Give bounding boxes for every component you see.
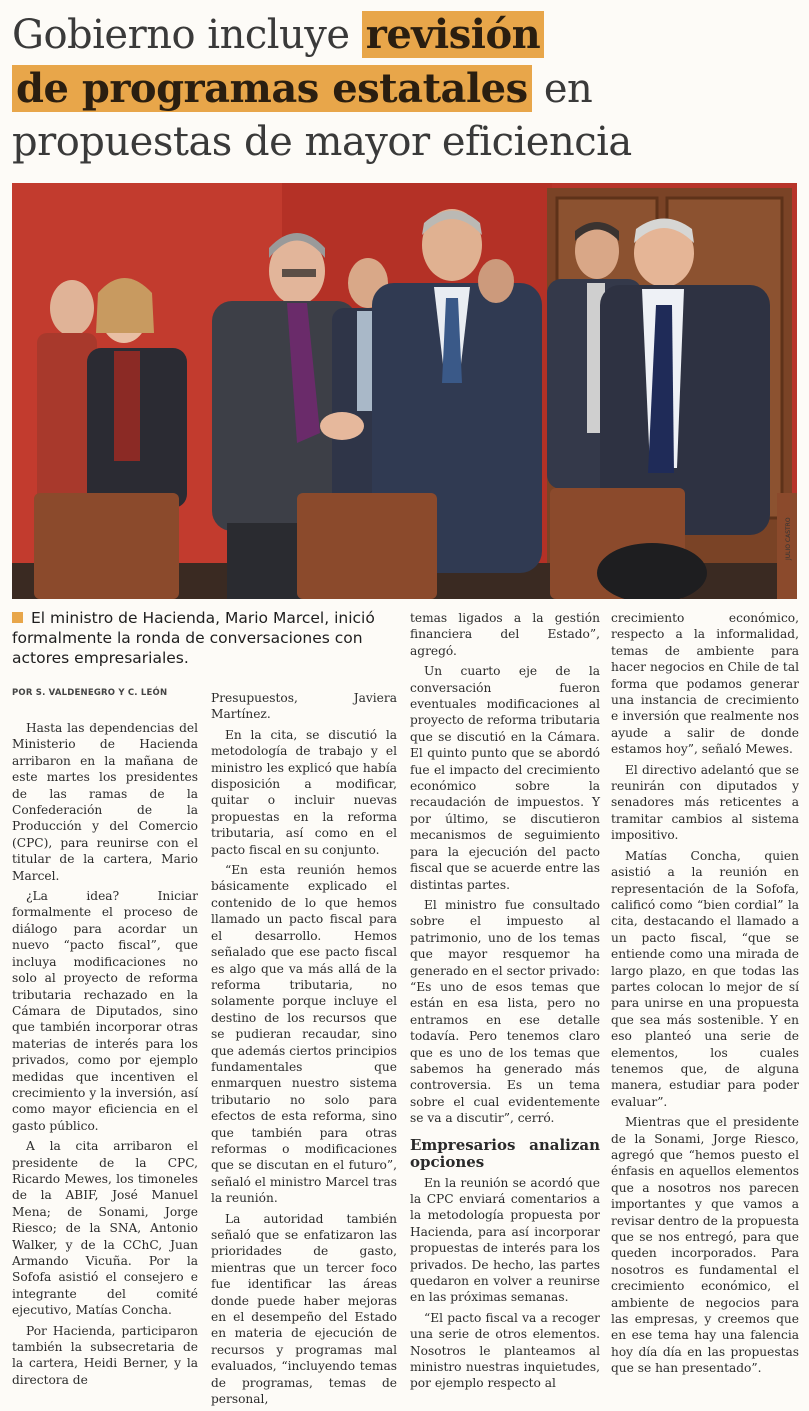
- paragraph: Presupuestos, Javiera Martínez.: [211, 691, 397, 722]
- paragraph: “El pacto fiscal va a recoger una serie de otros elementos. Nosotros le planteamos al ministro nuestras inquietudes, por ejemplo respecto al: [410, 1310, 600, 1391]
- paragraph: Hasta las dependencias del Ministerio de Hacienda arribaron en la mañana de este martes los presidentes de las ramas de la Confederación de la Producción y del Comercio (CPC), para reunirse con el titular de la cartera, Mario Marcel.: [12, 721, 198, 883]
- paragraph: ¿La idea? Iniciar formalmente el proceso de diálogo para acordar un nuevo “pacto fiscal”, que incluya modificaciones no solo al proyecto de reforma tributaria rechazado en la Cámara de Diputados, sino que también incorporar otras materias de interés para los privados, como por ejemplo medidas que incentiven el crecimiento y la inversión, así como mayor eficiencia en el gasto público.: [12, 889, 198, 1133]
- subheading: Empresarios analizan opciones: [410, 1135, 600, 1171]
- photo-credit: JULIO CASTRO: [785, 517, 792, 560]
- paragraph: Matías Concha, quien asistió a la reunión en representación de la Sofofa, calificó como “bien cordial” la cita, destacando el llamado a un pacto fiscal, “que se entiende como una mirada de largo plazo, en que todas las partes colocan lo mejor de sí para unirse en una propuesta que sea más sostenible. Y en eso planteó una serie de elementos, los cuales tenemos que, de alguna manera, estudiar para poder evaluar”.: [611, 848, 799, 1109]
- paragraph: El directivo adelantó que se reunirán con diputados y senadores más reticentes a tramitar cambios al sistema impositivo.: [611, 762, 799, 843]
- lead-summary: [12, 608, 402, 668]
- headline-part1: Gobierno incluye: [12, 12, 362, 58]
- column-3: [410, 610, 600, 1396]
- paragraph: En la reunión se acordó que la CPC enviará comentarios a la metodología propuesta por Hacienda, para así incorporar propuestas de interés para los privados. De hecho, las partes quedaron en volver a reunirse en las próximas semanas.: [410, 1175, 600, 1305]
- headline-highlight-1: revisión: [362, 11, 544, 58]
- paragraph: Por Hacienda, participaron también la subsecretaria de la cartera, Heidi Berner, y la directora de: [12, 1323, 198, 1387]
- column-2: [211, 690, 397, 1411]
- headline: [12, 8, 802, 169]
- paragraph: “En esta reunión hemos básicamente explicado el contenido de lo que hemos llamado un pacto fiscal para el desarrollo. Hemos señalado que ese pacto fiscal es algo que va más allá de la reforma tributaria, no solamente porque incluye el destino de los recursos que se pudieran recaudar, sino que además ciertos principios fundamentales que enmarquen nuestro sistema tributario no solo para efectos de esta reforma, sino que también para otras reformas o modificaciones que se discutan en el futuro”, señaló el ministro Marcel tras la reunión.: [211, 863, 397, 1206]
- headline-part2: en propuestas de mayor eficiencia: [12, 66, 632, 165]
- column-4: [611, 610, 799, 1381]
- news-photo: [12, 183, 797, 599]
- paragraph: A la cita arribaron el presidente de la CPC, Ricardo Mewes, los timoneles de la ABIF, José Manuel Mena; de Sonami, Jorge Riesco; de la SNA, Antonio Walker, y de la CChC, Juan Armando Vicuña. Por la Sofofa asistió el consejero e integrante del comité ejecutivo, Matías Concha.: [12, 1139, 198, 1318]
- lead-text: El ministro de Hacienda, Mario Marcel, inició formalmente la ronda de conversaciones con actores empresariales.: [12, 609, 375, 667]
- news-photo-illustration: [12, 183, 797, 599]
- byline: POR S. VALDENEGRO Y C. LEÓN: [12, 688, 168, 698]
- paragraph: La autoridad también señaló que se enfatizaron las prioridades de gasto, mientras que un tercer foco fue identificar las áreas donde puede haber mejoras en el desempeño del Estado en materia de ejecución de recursos y programas mal evaluados, “incluyendo temas de programas, temas de personal,: [211, 1211, 397, 1407]
- paragraph: Mientras que el presidente de la Sonami, Jorge Riesco, agregó que “hemos puesto el énfasis en aquellos elementos que a nosotros nos parecen importantes y que vamos a revisar dentro de la propuesta que se nos entregó, para que queden incorporados. Para nosotros es fundamental el crecimiento económico, el ambiente de negocios para las empresas, y creemos que en ese tema hay una falencia hoy día día en las propuestas que se han presentado”.: [611, 1115, 800, 1376]
- paragraph: crecimiento económico, respecto a la informalidad, temas de ambiente para hacer negocios en Chile de tal forma que podamos generar una instancia de crecimiento e inversión que realmente nos ayude a salir de donde estamos hoy”, señaló Mewes.: [611, 611, 799, 757]
- paragraph: En la cita, se discutió la metodología de trabajo y el ministro les explicó que había disposición a modificar, quitar o incluir nuevas propuestas en la reforma tributaria, así como en el pacto fiscal en su conjunto.: [211, 727, 397, 857]
- lead-square-icon: [12, 612, 23, 623]
- headline-highlight-2: de programas estatales: [12, 65, 532, 112]
- paragraph: Un cuarto eje de la conversación fueron eventuales modificaciones al proyecto de reforma tributaria que se discutió en la Cámara. El quinto punto que se abordó fue el impacto del crecimiento económico sobre la recaudación de impuestos. Y por último, se discutieron mecanismos de seguimiento para la ejecución del pacto fiscal que se acuerde entre las distintas partes.: [410, 664, 600, 892]
- paragraph: El ministro fue consultado sobre el impuesto al patrimonio, uno de los temas que mayor resquemor ha generado en el sector privado: “Es uno de esos temas que están en esa lista, pero no entramos en ese detalle todavía. Pero tenemos claro que es uno de los temas que sabemos ha generado más controversia. Es un tema sobre el cual evidentemente se va a discutir”, cerró.: [410, 897, 600, 1126]
- paragraph: temas ligados a la gestión financiera del Estado”, agregó.: [410, 611, 600, 658]
- column-1: [12, 720, 198, 1392]
